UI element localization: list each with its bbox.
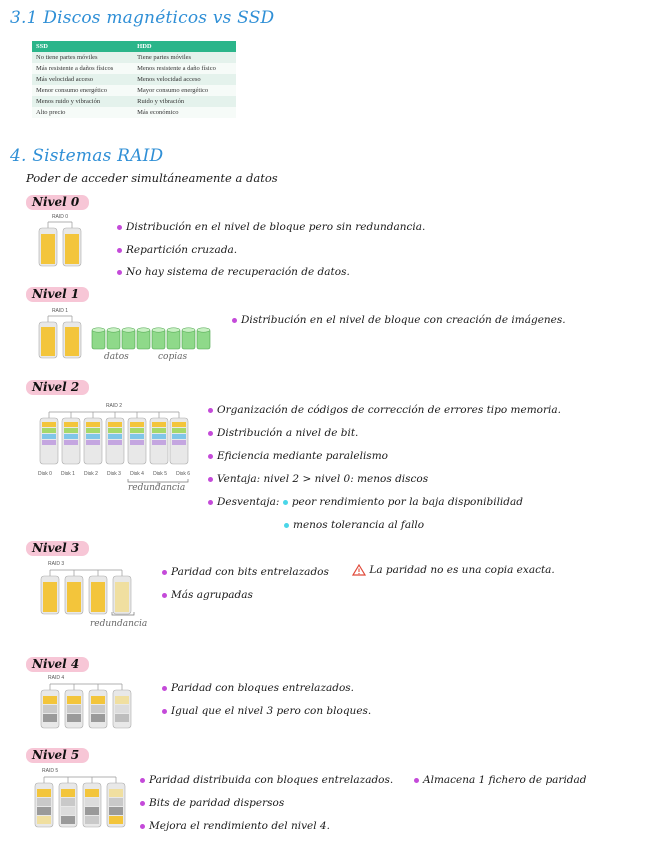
- raid5-disks-graphic: [34, 774, 128, 830]
- bullet-icon: [208, 408, 213, 413]
- bullet-icon: [162, 686, 167, 691]
- datos-label: datos: [104, 352, 129, 362]
- bullet-icon: [414, 778, 419, 783]
- level-0-bullet-1: [117, 221, 425, 234]
- raid2-disks-graphic: [38, 409, 190, 467]
- level-2-bullet-1: [208, 404, 561, 417]
- bullet-text: Organización de códigos de corrección de errores tipo memoria.: [217, 404, 561, 416]
- table-row: [32, 96, 236, 107]
- sub-bullet-icon: [284, 523, 289, 528]
- level-5-bullet-3: [140, 820, 330, 833]
- raid4-diagram: [40, 675, 134, 735]
- level-3-bullet-2: [162, 589, 253, 602]
- raid2-diagram: [38, 403, 190, 477]
- ssd-hdd-table: [32, 41, 236, 118]
- bullet-text: Distribución en el nivel de bloque pero sin redundancia.: [126, 221, 426, 233]
- bullet-icon: [208, 500, 213, 505]
- table-cell: Mayor consumo energético: [133, 85, 236, 96]
- bullet-text: Distribución en el nivel de bloque con creación de imágenes.: [241, 314, 566, 326]
- raid0-diagram: [36, 214, 84, 274]
- bullet-text: peor rendimiento por la baja disponibilidad: [291, 496, 523, 508]
- bullet-text: Almacena 1 fichero de paridad: [423, 774, 587, 786]
- disk-label: Disk 5: [153, 471, 167, 477]
- disk-label: Disk 4: [130, 471, 144, 477]
- bullet-text: Más agrupadas: [171, 589, 253, 601]
- bullet-text: Mejora el rendimiento del nivel 4.: [149, 820, 330, 832]
- table-cell: Menos velocidad acceso: [133, 74, 236, 85]
- table-cell: Menos ruido y vibración: [32, 96, 133, 107]
- bullet-icon: [140, 778, 145, 783]
- level-3-bullet-1: [162, 566, 329, 579]
- raid1-diagram: [36, 308, 84, 364]
- level-1-bullet-1: [232, 314, 566, 327]
- bullet-text: Eficiencia mediante paralelismo: [217, 450, 388, 462]
- diagram-title: RAID 4: [48, 675, 65, 681]
- raid1-disks-graphic: [36, 314, 84, 360]
- level-2-desventaja-2: [284, 519, 424, 532]
- disk-labels: [38, 471, 190, 477]
- level-3-label: Nivel 3: [26, 541, 89, 556]
- diagram-title: RAID 1: [51, 308, 69, 314]
- table-cell: Más económico: [133, 107, 236, 118]
- warning-text: La paridad no es una copia exacta.: [369, 564, 555, 576]
- level-5-side-bullet: [414, 774, 587, 787]
- table-cell: Más resistente a daños físicos: [32, 63, 133, 74]
- bullet-text: Bits de paridad dispersos: [149, 797, 285, 809]
- disk-label: Disk 1: [61, 471, 75, 477]
- level-4-bullet-2: [162, 705, 371, 718]
- raid4-disks-graphic: [40, 681, 134, 731]
- bullet-text: Distribución a nivel de bit.: [217, 427, 359, 439]
- warning-icon: [352, 564, 366, 576]
- bullet-icon: [117, 248, 122, 253]
- bullet-icon: [208, 477, 213, 482]
- diagram-title: RAID 5: [42, 768, 59, 774]
- bullet-icon: [162, 570, 167, 575]
- cylinders-graphic: [90, 326, 212, 354]
- table-row: [32, 85, 236, 96]
- diagram-title: RAID 2: [105, 403, 123, 409]
- bullet-text: Paridad con bloques entrelazados.: [171, 682, 355, 694]
- level-4-bullet-1: [162, 682, 354, 695]
- bullet-text: Paridad distribuida con bloques entrelazados.: [149, 774, 394, 786]
- table-cell: No tiene partes móviles: [32, 52, 133, 63]
- bullet-icon: [162, 709, 167, 714]
- raid-intro: Poder de acceder simultáneamente a datos: [26, 171, 278, 185]
- bullet-text: Igual que el nivel 3 pero con bloques.: [171, 705, 372, 717]
- disk-label: Disk 3: [107, 471, 121, 477]
- bullet-icon: [140, 801, 145, 806]
- redundancia-label-3: redundancia: [90, 619, 148, 629]
- table-cell: Menos resistente a daño físico: [133, 63, 236, 74]
- disk-label: Disk 0: [38, 471, 52, 477]
- sub-bullet-icon: [283, 500, 288, 505]
- bullet-icon: [117, 225, 122, 230]
- bullet-icon: [208, 454, 213, 459]
- copias-label: copias: [158, 352, 188, 362]
- level-3-warning: [352, 564, 555, 577]
- bullet-icon: [117, 270, 122, 275]
- table-header-hdd: HDD: [133, 41, 236, 52]
- redundancia-label-2: redundancia: [128, 483, 186, 493]
- bullet-text: No hay sistema de recuperación de datos.: [126, 266, 350, 278]
- level-0-label: Nivel 0: [26, 195, 89, 210]
- bullet-icon: [140, 824, 145, 829]
- table-row: [32, 74, 236, 85]
- level-0-bullet-3: [117, 266, 350, 279]
- diagram-title: RAID 3: [48, 561, 65, 567]
- table-row: [32, 63, 236, 74]
- bullet-icon: [162, 593, 167, 598]
- section-title-ssd: 3.1 Discos magnéticos vs SSD: [10, 8, 275, 28]
- redundancia-brace-3: [92, 611, 136, 619]
- bullet-text: Repartición cruzada.: [126, 244, 238, 256]
- bullet-text: menos tolerancia al fallo: [293, 519, 425, 531]
- level-4-label: Nivel 4: [26, 657, 89, 672]
- diagram-title: RAID 0: [51, 214, 69, 220]
- table-cell: Alto precio: [32, 107, 133, 118]
- section-title-raid: 4. Sistemas RAID: [10, 146, 164, 166]
- table-cell: Tiene partes móviles: [133, 52, 236, 63]
- level-0-bullet-2: [117, 244, 237, 257]
- level-2-bullet-3: [208, 450, 388, 463]
- level-5-label: Nivel 5: [26, 748, 89, 763]
- raid5-diagram: [34, 768, 128, 834]
- level-1-label: Nivel 1: [26, 287, 89, 302]
- table-row: [32, 107, 236, 118]
- disk-label: Disk 2: [84, 471, 98, 477]
- bullet-icon: [232, 318, 237, 323]
- level-5-bullet-2: [140, 797, 284, 810]
- bullet-text: Desventaja:: [217, 496, 280, 508]
- table-header-ssd: SSD: [32, 41, 133, 52]
- level-2-label: Nivel 2: [26, 380, 89, 395]
- bullet-text: Paridad con bits entrelazados: [171, 566, 329, 578]
- table-cell: Ruido y vibración: [133, 96, 236, 107]
- table-row: [32, 52, 236, 63]
- raid3-disks-graphic: [40, 567, 134, 617]
- level-2-ventaja: [208, 473, 428, 486]
- table-cell: Menor consumo energético: [32, 85, 133, 96]
- bullet-icon: [208, 431, 213, 436]
- level-2-bullet-2: [208, 427, 358, 440]
- disk-label: Disk 6: [176, 471, 190, 477]
- level-5-bullet-1: [140, 774, 393, 787]
- table-cell: Más velocidad acceso: [32, 74, 133, 85]
- level-2-desventaja: [208, 496, 523, 509]
- raid0-disks-graphic: [36, 220, 84, 270]
- bullet-text: Ventaja: nivel 2 > nivel 0: menos discos: [217, 473, 429, 485]
